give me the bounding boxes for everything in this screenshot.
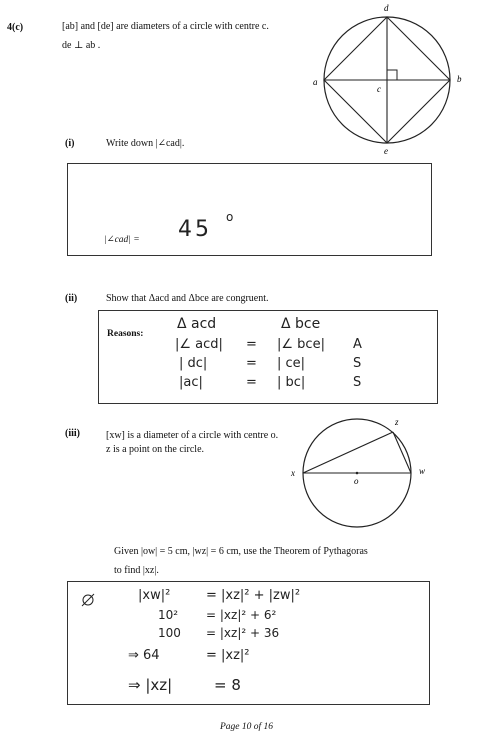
- working-line-3-rhs: = |xz|² + 36: [206, 626, 280, 640]
- part-i-answer-prefix: |∠cad| =: [104, 235, 140, 245]
- row-1-right: |∠ bce|: [277, 337, 325, 352]
- pencil-icon: [80, 592, 96, 608]
- label-d: d: [384, 3, 389, 13]
- part-i-answer-degree: o: [226, 210, 234, 224]
- intro-line-1: [ab] and [de] are diameters of a circle with centre c.: [62, 21, 269, 32]
- row-3-eq: =: [246, 375, 257, 390]
- part-iii-to-find: to find |xz|.: [114, 565, 159, 576]
- part-ii-label: (ii): [65, 293, 78, 304]
- reasons-label: Reasons:: [107, 329, 144, 339]
- part-ii-answer-box: [98, 310, 438, 404]
- intro-line-2: de ⊥ ab .: [62, 40, 101, 51]
- row-2-reason: S: [353, 356, 362, 371]
- part-iii-answer-box: [67, 581, 430, 705]
- circle-diagram-xwz: [285, 410, 435, 535]
- page-footer: Page 10 of 16: [220, 722, 274, 732]
- row-3-right: | bc|: [277, 375, 306, 390]
- row-2-right: | ce|: [277, 356, 306, 371]
- label-c: c: [377, 84, 381, 94]
- part-i-answer-box: [67, 163, 432, 256]
- working-line-4-rhs: = |xz|²: [206, 648, 250, 663]
- label-a: a: [313, 77, 318, 87]
- working-line-5-lhs: ⇒ |xz|: [128, 676, 173, 694]
- part-i-answer-value: 45: [178, 217, 212, 242]
- part-i-question: Write down |∠cad|.: [106, 138, 185, 149]
- circle-diagram-abde: [300, 0, 477, 160]
- working-line-1-rhs: = |xz|² + |zw|²: [206, 588, 301, 603]
- label-w: w: [419, 466, 426, 476]
- label-o: o: [354, 476, 359, 486]
- header-triangle-bce: Δ bce: [281, 316, 321, 332]
- row-2-eq: =: [246, 356, 257, 371]
- label-x: x: [291, 468, 295, 478]
- row-3-left: |ac|: [179, 375, 203, 390]
- working-line-2-rhs: = |xz|² + 6²: [206, 608, 277, 622]
- question-number: 4(c): [7, 22, 24, 33]
- part-iii-line-1: [xw] is a diameter of a circle with centre o.: [106, 430, 279, 441]
- row-1-left: |∠ acd|: [175, 337, 223, 352]
- row-1-eq: =: [246, 337, 257, 352]
- working-line-5-rhs: = 8: [214, 676, 241, 694]
- row-2-left: | dc|: [179, 356, 208, 371]
- row-3-reason: S: [353, 375, 362, 390]
- header-triangle-acd: Δ acd: [177, 316, 217, 332]
- label-e: e: [384, 146, 388, 156]
- label-b: b: [457, 74, 462, 84]
- label-z: z: [395, 417, 399, 427]
- working-line-3-lhs: 100: [158, 626, 181, 640]
- working-line-1-lhs: |xw|²: [138, 588, 171, 603]
- working-line-2-lhs: 10²: [158, 608, 179, 622]
- working-line-4-lhs: ⇒ 64: [128, 648, 160, 663]
- row-1-reason: A: [353, 337, 362, 352]
- part-iii-line-2: z is a point on the circle.: [106, 444, 205, 455]
- part-iii-given: Given |ow| = 5 cm, |wz| = 6 cm, use the Theorem of Pythagoras: [114, 546, 368, 557]
- part-ii-question: Show that Δacd and Δbce are congruent.: [106, 293, 269, 304]
- part-i-label: (i): [65, 138, 75, 149]
- part-iii-label: (iii): [65, 428, 80, 439]
